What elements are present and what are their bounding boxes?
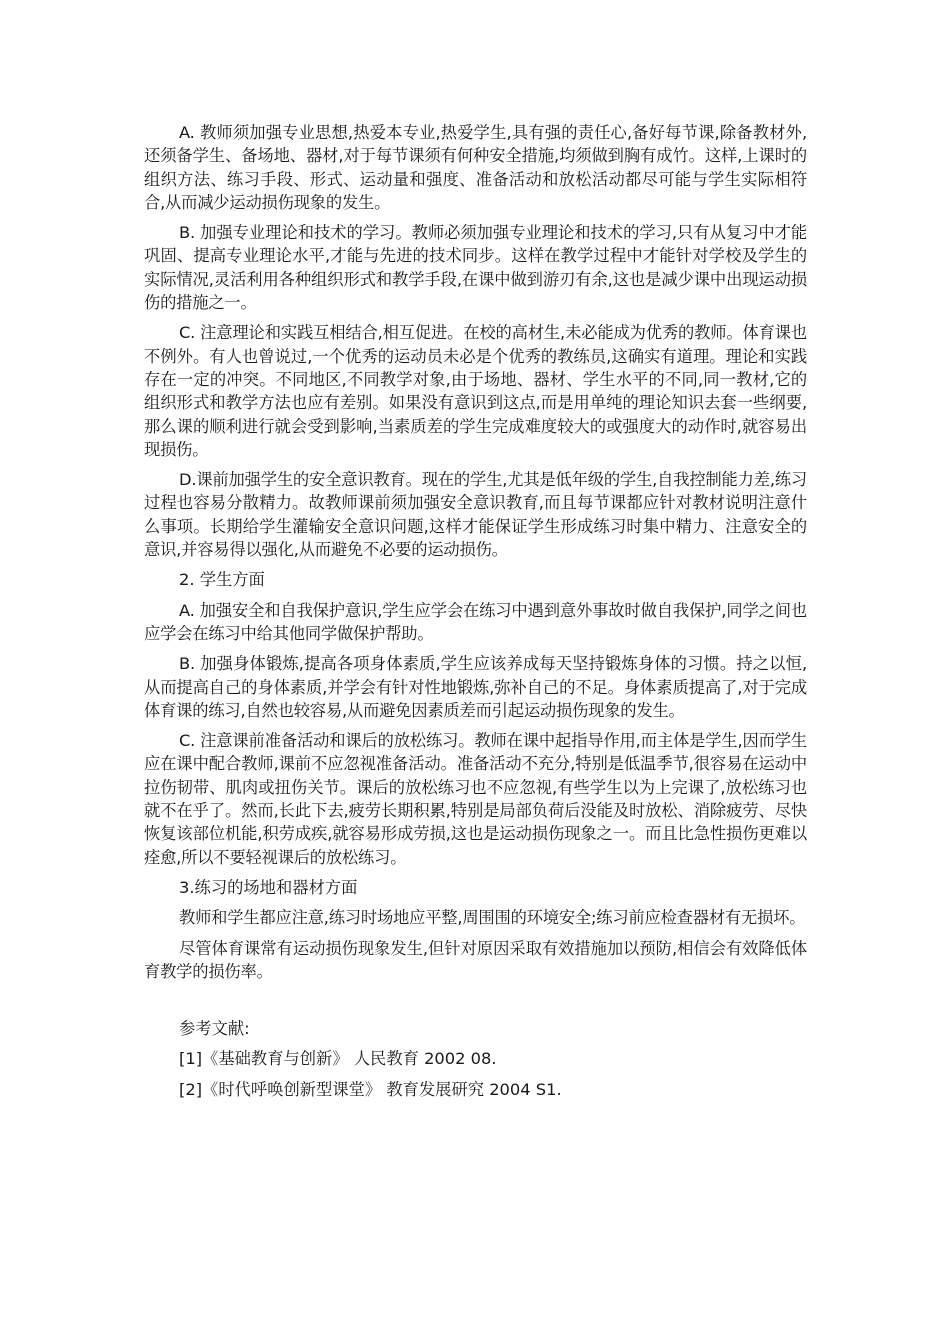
section-heading-students: 2. 学生方面 <box>179 570 265 590</box>
paragraph-teacher-a: A. 教师须加强专业思想,热爱本专业,热爱学生,具有强的责任心,备好每节课,除备教材外,还须备学生、备场地、器材,对于每节课须有何种安全措施,均须做到胸有成竹。这样,上课时的组织方法、练习手段、形式、运动量和强度、准备活动和放松活动都尽可能与学生实际相符合,从而减少运动损伤现象的发生。 <box>144 123 807 212</box>
paragraph-teacher-b: B. 加强专业理论和技术的学习。教师必须加强专业理论和技术的学习,只有从复习中才能巩固、提高专业理论水平,才能与先进的技术同步。这样在教学过程中才能针对学校及学生的实际情况,灵活利用各种组织形式和教学手段,在课中做到游刃有余,这也是减少课中出现运动损伤的措施之一。 <box>144 223 807 313</box>
paragraph-student-b: B. 加强身体锻炼,提高各项身体素质,学生应该养成每天坚持锻炼身体的习惯。持之以恒,从而提高自己的身体素质,并学会有针对性地锻炼,弥补自己的不足。身体素质提高了,对于完成体育课的练习,自然也较容易,从而避免因素质差而引起运动损伤现象的发生。 <box>144 654 807 720</box>
section-heading-venue: 3.练习的场地和器材方面 <box>179 877 358 897</box>
paragraph-teacher-d: D.课前加强学生的安全意识教育。现在的学生,尤其是低年级的学生,自我控制能力差,练习过程也容易分散精力。故教师课前须加强安全意识教育,而且每节课都应针对教材说明注意什么事项。长期给学生灌输安全意识问题,这样才能保证学生形成练习时集中精力、注意安全的意识,并容易得以强化,从而避免不必要的运动损伤。 <box>144 470 807 560</box>
document-page <box>144 121 807 1108</box>
references-title: 参考文献: <box>179 1019 250 1039</box>
paragraph-venue: 教师和学生都应注意,练习时场地应平整,周围围的环境安全;练习前应检查器材有无损坏。 <box>179 908 806 928</box>
reference-item-1: [1]《基础教育与创新》 人民教育 2002 08. <box>179 1049 497 1069</box>
paragraph-student-a: A. 加强安全和自我保护意识,学生应学会在练习中遇到意外事故时做自我保护,同学之间也应学会在练习中给其他同学做保护帮助。 <box>144 600 807 643</box>
section-spacer <box>144 990 807 1017</box>
paragraph-teacher-c: C. 注意理论和实践互相结合,相互促进。在校的高材生,未必能成为优秀的教师。体育课也不例外。有人也曾说过,一个优秀的运动员未必是个优秀的教练员,这确实有道理。理论和实践存在一定的冲突。不同地区,不同教学对象,由于场地、器材、学生水平的不同,同一教材,它的组织形式和教学方法也应有差别。如果没有意识到这点,而是用单纯的理论知识去套一些纲要,那么课的顺利进行就会受到影响,当素质差的学生完成难度较大的或强度大的动作时,就容易出现损伤。 <box>144 323 807 459</box>
paragraph-conclusion: 尽管体育课常有运动损伤现象发生,但针对原因采取有效措施加以预防,相信会有效降低体育教学的损伤率。 <box>144 938 807 981</box>
paragraph-student-c: C. 注意课前准备活动和课后的放松练习。教师在课中起指导作用,而主体是学生,因而学生应在课中配合教师,课前不应忽视准备活动。准备活动不充分,特别是低温季节,很容易在运动中拉伤韧带、肌肉或扭伤关节。课后的放松练习也不应忽视,有些学生以为上完课了,放松练习也就不在乎了。然而,长此下去,疲劳长期积累,特别是局部负荷后没能及时放松、消除疲劳、尽快恢复该部位机能,积劳成疾,就容易形成劳损,这也是运动损伤现象之一。而且比急性损伤更难以痊愈,所以不要轻视课后的放松练习。 <box>144 731 807 867</box>
reference-item-2: [2]《时代呼唤创新型课堂》 教育发展研究 2004 S1. <box>179 1079 562 1099</box>
